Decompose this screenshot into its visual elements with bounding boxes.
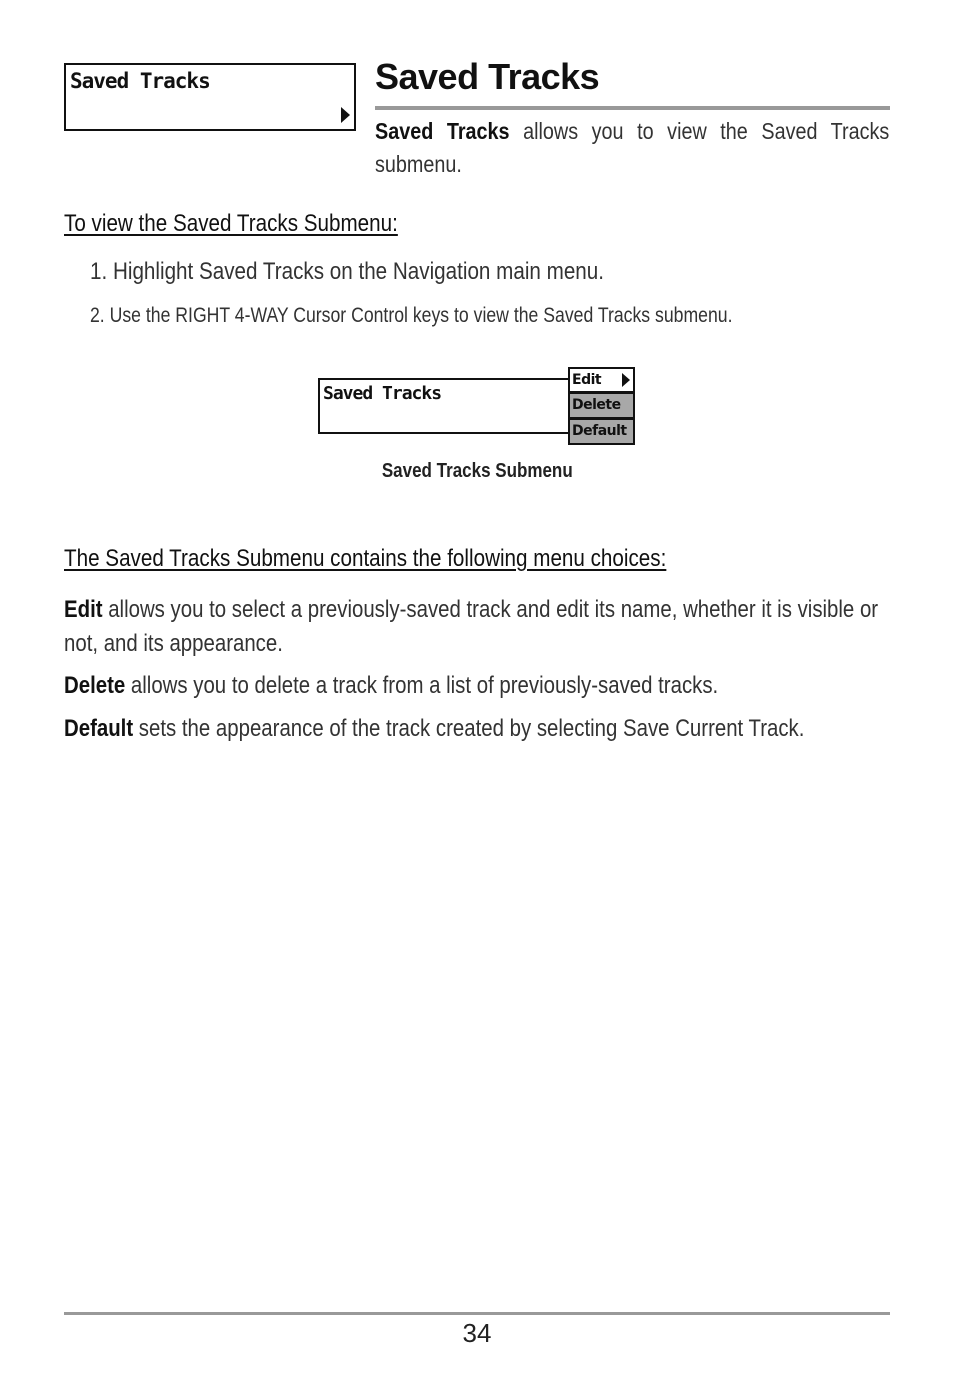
page-title: Saved Tracks <box>375 56 600 97</box>
definition-edit <box>64 593 890 661</box>
arrow-right-icon <box>622 373 630 387</box>
intro-text: allows you to view the Saved Tracks submenu. <box>375 118 890 177</box>
section-heading-view-submenu: To view the Saved Tracks Submenu: <box>64 210 398 237</box>
desc-delete: allows you to delete a track from a list of previously-saved tracks. <box>125 672 719 699</box>
intro-bold: Saved Tracks <box>375 118 510 144</box>
step-2: 2. Use the RIGHT 4-WAY Cursor Control keys to view the Saved Tracks submenu. <box>90 304 733 327</box>
arrow-right-icon <box>341 107 350 123</box>
figure-main-label: Saved Tracks <box>323 383 442 404</box>
menu-item-label: Saved Tracks <box>70 69 210 93</box>
figure-saved-tracks-item <box>318 378 570 434</box>
figure-submenu <box>568 367 635 445</box>
submenu-item-default[interactable] <box>568 419 635 445</box>
term-edit: Edit <box>64 596 103 623</box>
saved-tracks-menu-item[interactable] <box>64 63 356 131</box>
term-default: Default <box>64 715 134 742</box>
page-number: 34 <box>462 1318 492 1348</box>
step-1: 1. Highlight Saved Tracks on the Navigation main menu. <box>90 258 604 285</box>
desc-edit: allows you to select a previously-saved track and edit its name, whether it is visible or not, and its appearance. <box>64 596 879 657</box>
term-delete: Delete <box>64 672 126 699</box>
submenu-item-label: Edit <box>572 372 602 388</box>
intro-paragraph <box>375 115 889 181</box>
definition-delete <box>64 669 890 703</box>
submenu-item-delete[interactable] <box>568 393 635 419</box>
figure-caption <box>0 460 954 483</box>
section-heading-menu-choices: The Saved Tracks Submenu contains the following menu choices: <box>64 545 667 572</box>
figure-caption-text: Saved Tracks Submenu <box>381 460 573 482</box>
submenu-item-edit[interactable] <box>568 367 635 393</box>
submenu-item-label: Default <box>572 423 627 439</box>
footer-divider <box>64 1312 890 1315</box>
definition-default <box>64 712 890 746</box>
submenu-item-label: Delete <box>572 397 621 413</box>
title-divider <box>375 106 890 110</box>
desc-default: sets the appearance of the track created by selecting Save Current Track. <box>133 715 805 742</box>
